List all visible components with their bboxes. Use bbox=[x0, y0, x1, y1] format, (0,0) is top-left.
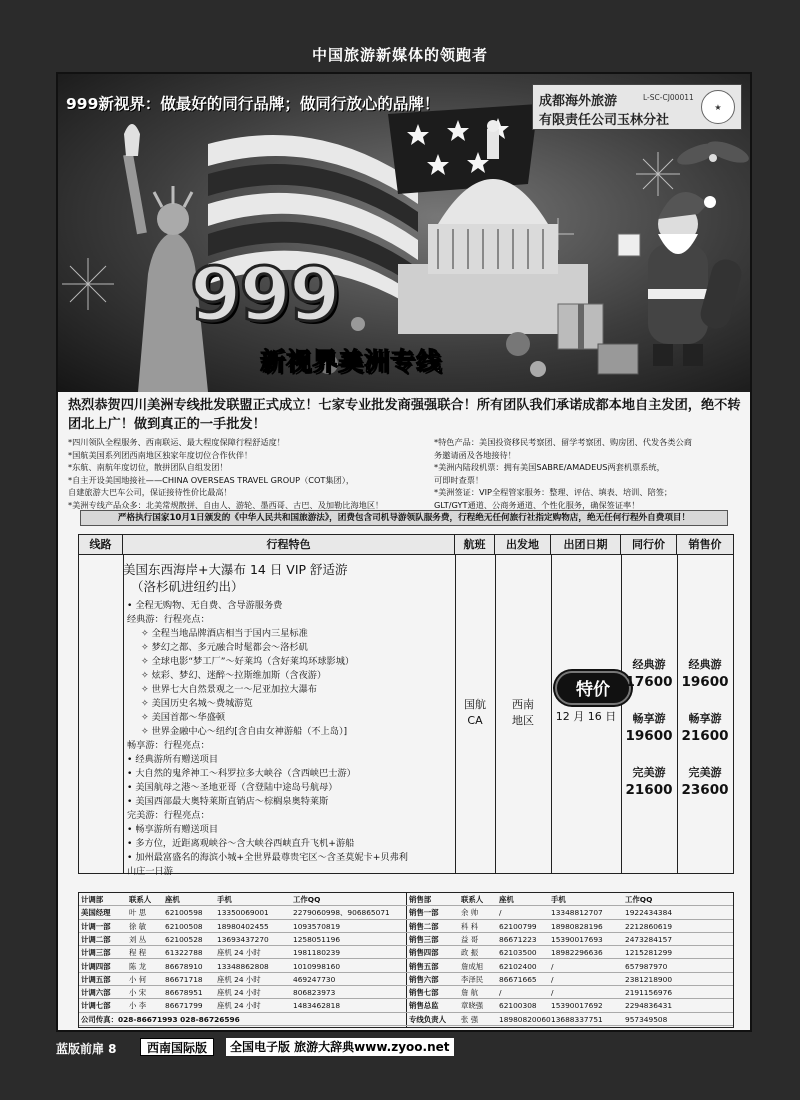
price-label: 经典游 bbox=[688, 658, 722, 671]
agency-branch: 有限责任公司玉林分社 bbox=[539, 113, 670, 128]
contact-cell: 86671665 bbox=[499, 974, 537, 984]
contact-cell: 余 帅 bbox=[461, 908, 479, 918]
contact-cell: 18982296636 bbox=[551, 948, 603, 958]
contact-cell: 18980828196 bbox=[551, 921, 603, 931]
contact-cell: 15390017692 bbox=[551, 1001, 603, 1011]
contact-cell: 座机 bbox=[165, 895, 180, 904]
desc-line: 完美游：行程亮点： bbox=[127, 810, 210, 821]
contact-cell: / bbox=[551, 988, 554, 998]
contact-cell: 计调部 bbox=[81, 895, 104, 904]
desc-line: ✧ 美国历史名城～费城游览 bbox=[141, 698, 253, 709]
feature-line: *特色产品：美国投资移民考察团、留学考察团、购房团、代发各类公商 bbox=[434, 437, 692, 447]
contact-cell: 小 何 bbox=[129, 974, 147, 984]
footer-website[interactable]: 全国电子版 旅游大辞典www.zyoo.net bbox=[226, 1038, 454, 1056]
contact-cell: 公司传真：028-86671993 028-86726596 bbox=[81, 1014, 240, 1024]
feature-line: *自主开设美国地接社——CHINA OVERSEAS TRAVEL GROUP（COT集团）， bbox=[68, 474, 355, 485]
route-title-line2: （洛杉矶进纽约出） bbox=[131, 579, 244, 594]
contact-header-row bbox=[79, 893, 733, 906]
contact-row bbox=[79, 960, 733, 973]
contact-row bbox=[79, 933, 733, 946]
price-peer-perfect bbox=[620, 765, 678, 799]
contact-cell: 徐 敏 bbox=[129, 921, 147, 931]
contact-cell: 刘 丛 bbox=[129, 934, 147, 944]
contact-table bbox=[78, 892, 734, 1028]
contact-cell: 程 程 bbox=[129, 948, 147, 958]
flight-airline: 国航 bbox=[464, 698, 486, 711]
agency-box bbox=[532, 84, 742, 130]
feature-line: 务邀请函及各地接待！ bbox=[434, 449, 516, 460]
contact-cell: 1981180239 bbox=[293, 948, 341, 958]
contact-cell: 657987970 bbox=[625, 961, 668, 971]
big-999-logo: 999 bbox=[190, 252, 339, 338]
contact-cell: 政 振 bbox=[461, 948, 479, 958]
contact-cell: 计调六部 bbox=[81, 988, 111, 998]
feature-line: *四川领队全程服务、西南联运、最大程度保障行程舒适度！ bbox=[68, 437, 285, 447]
contact-cell: 86678910 bbox=[165, 961, 203, 971]
contact-cell: 座机 24 小时 bbox=[217, 1001, 261, 1011]
desc-line: • 多方位，近距离观峡谷～含大峡谷西峡直升飞机+游船 bbox=[127, 838, 355, 849]
header-features: 行程特色 bbox=[123, 535, 455, 555]
features-left bbox=[68, 436, 428, 511]
law-notice: 严格执行国家10月1日颁发的《中华人民共和国旅游法》，团费包含司机导游领队服务费，行程绝无任何旅行社指定购物店，绝无任何行程外自费项目！ bbox=[80, 510, 728, 526]
desc-line: ✧ 全程当地品牌酒店相当于国内三星标准 bbox=[141, 628, 308, 639]
contact-cell: 李泽民 bbox=[461, 974, 484, 984]
contact-cell: 957349508 bbox=[625, 1014, 668, 1024]
contact-cell: 806823973 bbox=[293, 988, 336, 998]
contact-cell: 益 哥 bbox=[461, 934, 479, 944]
header-peer-price: 同行价 bbox=[621, 535, 677, 555]
departure-cell bbox=[495, 697, 551, 729]
contact-cell: 销售四部 bbox=[409, 948, 439, 958]
desc-line: • 大自然的鬼斧神工～科罗拉多大峡谷（含西峡巴士游） bbox=[127, 768, 356, 779]
ad-panel bbox=[56, 72, 752, 1032]
contact-cell: 销售二部 bbox=[409, 921, 439, 931]
contact-cell: 科 科 bbox=[461, 921, 479, 931]
contact-cell: 计调三部 bbox=[81, 948, 111, 958]
feature-line: 可即时查票！ bbox=[434, 474, 484, 485]
contact-cell: 座机 24 小时 bbox=[217, 948, 261, 958]
contact-cell: 62100528 bbox=[165, 934, 203, 944]
price-value: 23600 bbox=[681, 782, 729, 798]
price-value: 21600 bbox=[625, 782, 673, 798]
contact-cell: 86671223 bbox=[499, 934, 537, 944]
contact-row bbox=[79, 906, 733, 919]
price-sale-enjoy bbox=[676, 711, 734, 745]
flight-code: CA bbox=[467, 714, 483, 727]
contact-cell: 13348812707 bbox=[551, 908, 603, 918]
feature-line: 自建旅游大巴车公司，保证接待性价比最高！ bbox=[68, 487, 232, 497]
contact-cell: 计调一部 bbox=[81, 921, 111, 931]
price-label: 畅享游 bbox=[632, 712, 666, 725]
desc-line: • 美国西部最大奥特莱斯直销店～棕榈泉奥特莱斯 bbox=[127, 796, 329, 807]
contact-cell: 2381218900 bbox=[625, 974, 673, 984]
contact-cell: 联系人 bbox=[461, 895, 484, 904]
contact-cell bbox=[163, 1013, 165, 1026]
price-value: 21600 bbox=[681, 728, 729, 744]
agency-license-code: L-SC-CJ00011 bbox=[643, 93, 694, 102]
contact-cell: 86671799 bbox=[165, 1001, 203, 1011]
feature-line: *美洲内陆段机票：拥有美国SABRE/AMADEUS两套机票系统， bbox=[434, 462, 665, 472]
top-slogan: 中国旅游新媒体的领跑者 bbox=[311, 46, 488, 64]
contact-cell: 86678951 bbox=[165, 988, 203, 998]
contact-cell: 销售三部 bbox=[409, 934, 439, 944]
route-description bbox=[127, 599, 457, 879]
contact-cell: 13688337751 bbox=[551, 1014, 603, 1024]
contact-cell: 2191156976 bbox=[625, 988, 673, 998]
contact-cell: 2279060998、906865071 bbox=[293, 908, 390, 918]
contact-cell: 2294836431 bbox=[625, 1001, 673, 1011]
contact-cell: 62100308 bbox=[499, 1001, 537, 1011]
price-label: 经典游 bbox=[632, 658, 666, 671]
desc-line: ✧ 世界金融中心～纽约[含自由女神游船（不上岛）] bbox=[141, 726, 348, 737]
contact-row bbox=[79, 1013, 733, 1026]
route-table-header bbox=[79, 535, 733, 555]
contact-cell: / bbox=[551, 974, 554, 984]
contact-cell: 销售总监 bbox=[409, 1001, 439, 1011]
desc-line: • 美国航母之港～圣地亚哥（含登陆中途岛号航母） bbox=[127, 782, 338, 793]
price-label: 畅享游 bbox=[688, 712, 722, 725]
price-value: 19600 bbox=[681, 674, 729, 690]
price-sale-perfect bbox=[676, 765, 734, 799]
agency-name: 成都海外旅游 bbox=[539, 94, 618, 109]
contact-cell: 1922434384 bbox=[625, 908, 673, 918]
contact-cell: 计调二部 bbox=[81, 934, 111, 944]
contact-cell: 1093570819 bbox=[293, 921, 341, 931]
contact-row bbox=[79, 920, 733, 933]
contact-cell: 手机 bbox=[217, 895, 232, 904]
contact-cell: 469247730 bbox=[293, 974, 336, 984]
contact-cell: 62100799 bbox=[499, 921, 537, 931]
price-label: 完美游 bbox=[632, 766, 666, 779]
price-peer-classic bbox=[620, 657, 678, 691]
divider bbox=[123, 555, 124, 873]
contact-cell: / bbox=[499, 988, 502, 998]
header-date: 出团日期 bbox=[551, 535, 621, 555]
agency-logo-icon: ★ bbox=[701, 90, 735, 124]
header-flight: 航班 bbox=[455, 535, 495, 555]
contact-cell: 陈 龙 bbox=[129, 961, 147, 971]
desc-line: ✧ 炫彩、梦幻、迷醉～拉斯维加斯（含夜游） bbox=[141, 670, 327, 681]
contact-cell: 62102400 bbox=[499, 961, 537, 971]
feature-line: *国航美国系列团西南地区独家年度切位合作伙伴！ bbox=[68, 449, 253, 460]
holly-icon bbox=[675, 137, 750, 169]
desc-line: • 经典游所有赠送项目 bbox=[127, 754, 219, 765]
departure-line2: 地区 bbox=[512, 714, 534, 727]
contact-cell: 座机 bbox=[499, 895, 514, 904]
feature-line: *美洲签证：VIP全程管家服务：整理、评估、填表、培训、陪签； bbox=[434, 487, 673, 497]
feature-line: GLT/GYT通道、公商务通道、个性化服务，确保签证率！ bbox=[434, 499, 640, 510]
contact-cell: 销售七部 bbox=[409, 988, 439, 998]
price-sale-classic bbox=[676, 657, 734, 691]
contact-cell: 1010998160 bbox=[293, 961, 341, 971]
contact-cell: 计调四部 bbox=[81, 961, 111, 971]
contact-cell: 13693437270 bbox=[217, 934, 269, 944]
banner-subtitle: 新视界美洲专线 bbox=[260, 347, 443, 376]
desc-line: • 畅享游所有赠送项目 bbox=[127, 824, 219, 835]
desc-line: • 加州最富盛名的海滨小城+全世界最尊贵宅区～含圣莫妮卡+贝弗利 bbox=[127, 852, 408, 863]
santa-icon bbox=[648, 192, 745, 366]
contact-cell: 18980402455 bbox=[217, 921, 269, 931]
desc-line: ✧ 梦幻之都、多元融合时髦都会～洛杉矶 bbox=[141, 642, 308, 653]
contact-cell: 62100598 bbox=[165, 908, 203, 918]
contact-cell: 联系人 bbox=[129, 895, 152, 904]
contact-cell: 1215281299 bbox=[625, 948, 673, 958]
tour-date: 12 月 16 日 bbox=[555, 710, 617, 723]
departure-line1: 西南 bbox=[512, 698, 534, 711]
price-value: 17600 bbox=[625, 674, 673, 690]
desc-line: • 全程无购物、无自费、含导游服务费 bbox=[127, 600, 283, 611]
desc-line: ✧ 美国首都～华盛顿 bbox=[141, 712, 226, 723]
contact-cell: 座机 24 小时 bbox=[217, 988, 261, 998]
contact-cell: 工作QQ bbox=[293, 895, 321, 904]
feature-line: *东航、南航年度切位，散拼团队自组发团！ bbox=[68, 462, 228, 472]
contact-cell: / bbox=[551, 961, 554, 971]
announcement: 热烈恭贺四川美洲专线批发联盟正式成立！七家专业批发商强强联合！所有团队我们承诺成都本地自主发团，绝不转团北上广！做到真正的一手批发！ bbox=[68, 398, 741, 432]
footer bbox=[56, 1038, 756, 1058]
special-price-badge: 特价 bbox=[555, 671, 631, 705]
contact-cell: 计调五部 bbox=[81, 974, 111, 984]
gift-icon bbox=[558, 234, 640, 374]
contact-cell bbox=[215, 1013, 217, 1026]
route-title-line1: 美国东西海岸+大瀑布 14 日 VIP 舒适游 bbox=[123, 562, 348, 577]
desc-line: 经典游：行程亮点： bbox=[127, 614, 210, 625]
contact-cell: 叶 思 bbox=[129, 908, 147, 918]
contact-cell: 詹 航 bbox=[461, 988, 479, 998]
contact-cell: 1483462818 bbox=[293, 1001, 341, 1011]
contact-cell: 1258051196 bbox=[293, 934, 341, 944]
desc-line: 畅享游：行程亮点： bbox=[127, 740, 210, 751]
contact-cell: 2212860619 bbox=[625, 921, 673, 931]
contact-cell: 13348862808 bbox=[217, 961, 269, 971]
banner bbox=[58, 74, 750, 392]
contact-cell: 计调七部 bbox=[81, 1001, 111, 1011]
contact-cell bbox=[127, 1013, 129, 1026]
contact-cell: 18980820060 bbox=[499, 1014, 551, 1024]
header-sale-price: 销售价 bbox=[688, 538, 722, 551]
desc-line: 山庄一日游 bbox=[127, 866, 173, 877]
contact-cell: 小 李 bbox=[129, 1001, 147, 1011]
price-label: 完美游 bbox=[688, 766, 722, 779]
contact-cell: 座机 24 小时 bbox=[217, 974, 261, 984]
features-right bbox=[434, 436, 746, 511]
contact-cell: 销售一部 bbox=[409, 908, 439, 918]
contact-cell bbox=[291, 1013, 293, 1026]
desc-line: ✧ 全球电影“梦工厂”～好莱坞（含好莱坞环球影城） bbox=[141, 656, 355, 667]
contact-cell: 62103500 bbox=[499, 948, 537, 958]
header-route: 线路 bbox=[79, 535, 123, 555]
contact-cell: 手机 bbox=[551, 895, 566, 904]
contact-row bbox=[79, 999, 733, 1012]
contact-cell: 销售五部 bbox=[409, 961, 439, 971]
contact-cell: / bbox=[499, 908, 502, 918]
flight-cell bbox=[455, 697, 495, 729]
contact-cell: 61322788 bbox=[165, 948, 203, 958]
header-departure: 出发地 bbox=[495, 535, 551, 555]
desc-line: ✧ 世界七大自然景观之一～尼亚加拉大瀑布 bbox=[141, 684, 317, 695]
contact-cell: 86671718 bbox=[165, 974, 203, 984]
contact-row bbox=[79, 986, 733, 999]
contact-cell: 詹成旭 bbox=[461, 961, 484, 971]
contact-cell: 销售部 bbox=[409, 895, 432, 904]
banner-headline: 999新视界：做最好的同行品牌；做同行放心的品牌！ bbox=[66, 95, 440, 113]
contact-cell: 工作QQ bbox=[625, 895, 653, 904]
contact-cell: 美国经理 bbox=[81, 908, 111, 918]
contact-cell: 专线负责人 bbox=[409, 1014, 446, 1024]
contact-row bbox=[79, 946, 733, 959]
contact-cell: 小 宋 bbox=[129, 988, 147, 998]
contact-cell: 13350069001 bbox=[217, 908, 269, 918]
contact-cell: 15390017693 bbox=[551, 934, 603, 944]
contact-cell: 张 强 bbox=[461, 1014, 479, 1024]
route-table bbox=[78, 534, 734, 877]
contact-cell: 62100508 bbox=[165, 921, 203, 931]
price-peer-enjoy bbox=[620, 711, 678, 745]
price-value: 19600 bbox=[625, 728, 673, 744]
footer-edition: 西南国际版 bbox=[140, 1038, 214, 1056]
footer-page-label: 蓝版前扉 8 bbox=[56, 1042, 117, 1056]
contact-row bbox=[79, 973, 733, 986]
contact-cell: 销售六部 bbox=[409, 974, 439, 984]
contact-cell: 章晓强 bbox=[461, 1001, 484, 1011]
contact-cell: 2473284157 bbox=[625, 934, 673, 944]
feature-line: *美洲专线产品众多：北美常规散拼、自由人、游轮、墨西哥、古巴、及加勒比海地区！ bbox=[68, 499, 384, 510]
route-title bbox=[123, 561, 348, 595]
